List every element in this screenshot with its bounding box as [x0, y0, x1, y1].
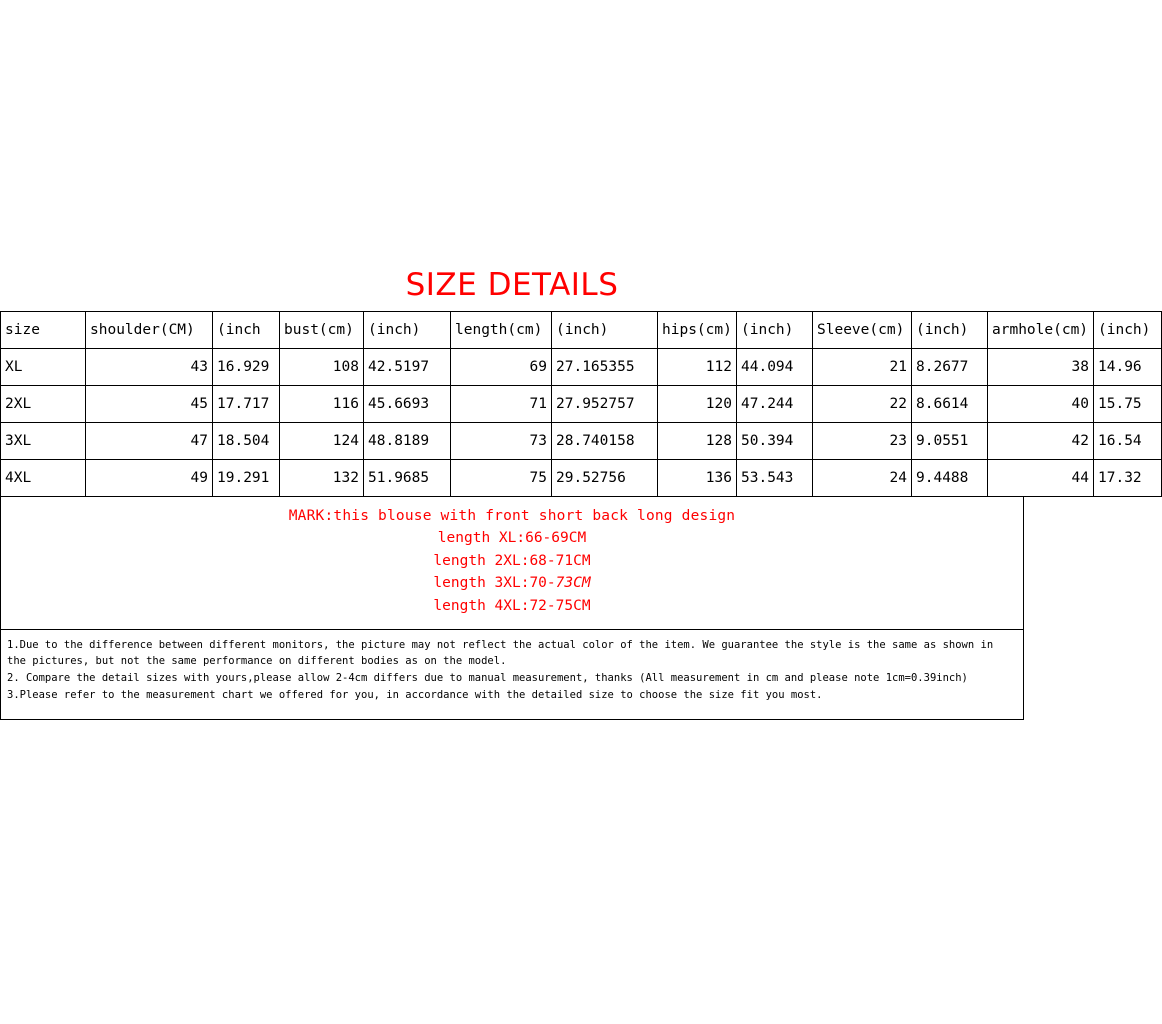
disclaimer-notes: [0, 630, 1024, 720]
cell-armhole-cm: 42: [988, 423, 1094, 460]
cell-sleeve-cm: 23: [813, 423, 912, 460]
cell-length-inch: 28.740158: [552, 423, 658, 460]
cell-hips-inch: 53.543: [737, 460, 813, 497]
cell-shoulder-inch: 16.929: [213, 349, 280, 386]
note-2: 2. Compare the detail sizes with yours,please allow 2-4cm differs due to manual measurement, thanks (All measurement in cm and please note 1cm=0.39inch): [7, 671, 968, 684]
cell-length-inch: 27.952757: [552, 386, 658, 423]
col-header-sleeve-inch: (inch): [912, 312, 988, 349]
note-1: 1.Due to the difference between different monitors, the picture may not reflect the actual color of the item. We guarantee the style is the same as shown in the pictures, but not the same performance on different bodies as on the model.: [7, 639, 994, 667]
cell-hips-inch: 50.394: [737, 423, 813, 460]
col-header-sleeve-cm: Sleeve(cm): [813, 312, 912, 349]
mark-line-4-italic: 73CM: [555, 575, 591, 592]
cell-shoulder-inch: 17.717: [213, 386, 280, 423]
mark-note-block: [0, 497, 1024, 630]
cell-length-inch: 27.165355: [552, 349, 658, 386]
cell-bust-cm: 116: [280, 386, 364, 423]
cell-length-cm: 69: [451, 349, 552, 386]
cell-hips-inch: 47.244: [737, 386, 813, 423]
table-row: [1, 423, 1162, 460]
col-header-shoulder-inch: (inch: [213, 312, 280, 349]
cell-shoulder-cm: 45: [86, 386, 213, 423]
col-header-length-inch: (inch): [552, 312, 658, 349]
cell-bust-cm: 108: [280, 349, 364, 386]
col-header-bust-inch: (inch): [364, 312, 451, 349]
cell-sleeve-inch: 8.6614: [912, 386, 988, 423]
col-header-hips-inch: (inch): [737, 312, 813, 349]
col-header-length-cm: length(cm): [451, 312, 552, 349]
cell-hips-inch: 44.094: [737, 349, 813, 386]
mark-line-2: length XL:66-69CM: [437, 530, 587, 547]
cell-hips-cm: 136: [658, 460, 737, 497]
cell-sleeve-cm: 24: [813, 460, 912, 497]
cell-armhole-inch: 14.96: [1094, 349, 1162, 386]
cell-armhole-cm: 38: [988, 349, 1094, 386]
cell-shoulder-inch: 18.504: [213, 423, 280, 460]
cell-size: 3XL: [1, 423, 86, 460]
col-header-shoulder-cm: shoulder(CM): [86, 312, 213, 349]
table-row: [1, 349, 1162, 386]
cell-shoulder-cm: 47: [86, 423, 213, 460]
cell-hips-cm: 112: [658, 349, 737, 386]
table-header-row: [1, 312, 1162, 349]
cell-sleeve-inch: 8.2677: [912, 349, 988, 386]
cell-armhole-cm: 44: [988, 460, 1094, 497]
col-header-bust-cm: bust(cm): [280, 312, 364, 349]
page-title: SIZE DETAILS: [405, 267, 619, 303]
cell-sleeve-inch: 9.4488: [912, 460, 988, 497]
table-row: [1, 460, 1162, 497]
cell-shoulder-cm: 49: [86, 460, 213, 497]
cell-size: 4XL: [1, 460, 86, 497]
col-header-hips-cm: hips(cm): [658, 312, 737, 349]
mark-line-4: [1, 572, 1023, 594]
cell-length-cm: 75: [451, 460, 552, 497]
col-header-size: size: [1, 312, 86, 349]
cell-hips-cm: 120: [658, 386, 737, 423]
cell-length-inch: 29.52756: [552, 460, 658, 497]
note-3: 3.Please refer to the measurement chart we offered for you, in accordance with the detailed size to choose the size fit you most.: [7, 689, 823, 701]
cell-bust-inch: 51.9685: [364, 460, 451, 497]
cell-bust-inch: 42.5197: [364, 349, 451, 386]
cell-size: 2XL: [1, 386, 86, 423]
table-row: [1, 386, 1162, 423]
cell-armhole-inch: 16.54: [1094, 423, 1162, 460]
cell-shoulder-inch: 19.291: [213, 460, 280, 497]
mark-line-5: length 4XL:72-75CM: [433, 597, 591, 614]
mark-line-1: MARK:this blouse with front short back long design: [288, 508, 736, 524]
cell-size: XL: [1, 349, 86, 386]
cell-hips-cm: 128: [658, 423, 737, 460]
size-details-table: [0, 311, 1162, 497]
col-header-armhole-inch: (inch): [1094, 312, 1162, 349]
cell-bust-inch: 48.8189: [364, 423, 451, 460]
size-chart-container: [0, 263, 1151, 720]
cell-armhole-inch: 15.75: [1094, 386, 1162, 423]
cell-armhole-inch: 17.32: [1094, 460, 1162, 497]
cell-sleeve-cm: 21: [813, 349, 912, 386]
cell-shoulder-cm: 43: [86, 349, 213, 386]
cell-armhole-cm: 40: [988, 386, 1094, 423]
mark-line-4-prefix: length 3XL:70-: [433, 575, 556, 592]
cell-bust-cm: 124: [280, 423, 364, 460]
cell-bust-inch: 45.6693: [364, 386, 451, 423]
cell-length-cm: 73: [451, 423, 552, 460]
mark-line-3: length 2XL:68-71CM: [433, 552, 591, 569]
cell-sleeve-inch: 9.0551: [912, 423, 988, 460]
cell-length-cm: 71: [451, 386, 552, 423]
col-header-armhole-cm: armhole(cm): [988, 312, 1094, 349]
cell-sleeve-cm: 22: [813, 386, 912, 423]
cell-bust-cm: 132: [280, 460, 364, 497]
